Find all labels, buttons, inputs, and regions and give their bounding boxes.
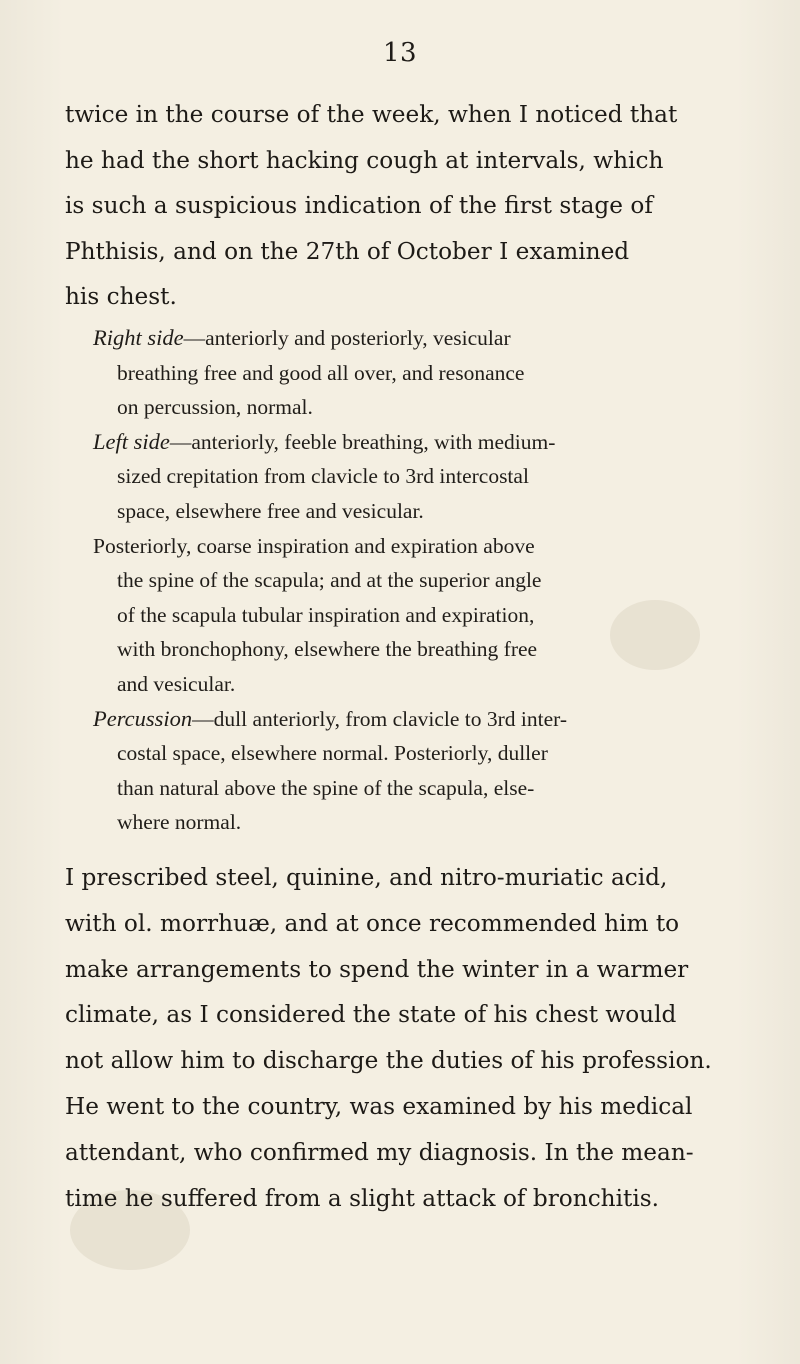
text-line: I prescribed steel, quinine, and nitro-muriatic acid, bbox=[65, 864, 668, 891]
text-line: Phthisis, and on the 27th of October I examined bbox=[65, 237, 630, 265]
left-side-heading: Left side bbox=[93, 428, 170, 454]
page-number: 13 bbox=[382, 38, 418, 68]
text-line: sized crepitation from clavicle to 3rd intercostal bbox=[117, 464, 529, 489]
text-line: make arrangements to spend the winter in a warmer bbox=[65, 955, 689, 983]
text-line: on percussion, normal. bbox=[117, 395, 313, 420]
text-line: He went to the country, was examined by his medical bbox=[65, 1092, 693, 1120]
closing-paragraph bbox=[65, 855, 740, 1221]
percussion-entry bbox=[93, 702, 743, 840]
text-line: attendant, who confirmed my diagnosis. In the mean- bbox=[65, 1138, 694, 1166]
text-line: of the scapula tubular inspiration and expiration, bbox=[117, 602, 535, 627]
text-line: twice in the course of the week, when I noticed that bbox=[65, 101, 678, 128]
entry-first-line bbox=[93, 702, 743, 737]
text-line: with bronchophony, elsewhere the breathing free bbox=[117, 637, 538, 662]
text-line: costal space, elsewhere normal. Posteriorly, duller bbox=[117, 741, 548, 766]
text-line: not allow him to discharge the duties of his profession. bbox=[65, 1047, 712, 1075]
text-line: he had the short hacking cough at intervals, which bbox=[65, 146, 664, 174]
entry-first-line: Posteriorly, coarse inspiration and expiration above bbox=[93, 533, 535, 558]
text-line: with ol. morrhuæ, and at once recommended him to bbox=[65, 909, 680, 937]
right-side-heading: Right side bbox=[93, 325, 184, 350]
text-line: the spine of the scapula; and at the superior angle bbox=[117, 568, 542, 593]
percussion-text: —dull anteriorly, from clavicle to 3rd inter- bbox=[192, 706, 568, 731]
text-line: and vesicular. bbox=[117, 671, 236, 696]
opening-paragraph bbox=[65, 92, 740, 320]
text-line: space, elsewhere free and vesicular. bbox=[117, 498, 424, 523]
posteriorly-entry bbox=[93, 529, 743, 702]
text-line: climate, as I considered the state of his chest would bbox=[65, 1001, 677, 1029]
entry-first-line bbox=[93, 425, 743, 460]
entry-first-line bbox=[93, 321, 743, 356]
text-line: than natural above the spine of the scapula, else- bbox=[117, 775, 535, 800]
text-line: his chest. bbox=[65, 283, 177, 310]
text-line: is such a suspicious indication of the first stage of bbox=[65, 192, 653, 219]
percussion-heading: Percussion bbox=[93, 705, 193, 731]
right-side-text: —anteriorly and posteriorly, vesicular bbox=[183, 326, 511, 350]
left-side-entry bbox=[93, 425, 743, 529]
right-side-entry bbox=[93, 321, 743, 425]
text-line: breathing free and good all over, and resonance bbox=[117, 360, 525, 385]
left-side-text: —anteriorly, feeble breathing, with medium- bbox=[169, 429, 556, 454]
chest-examination-notes bbox=[93, 321, 743, 840]
text-line: time he suffered from a slight attack of bronchitis. bbox=[65, 1184, 660, 1212]
text-line: where normal. bbox=[117, 810, 242, 835]
